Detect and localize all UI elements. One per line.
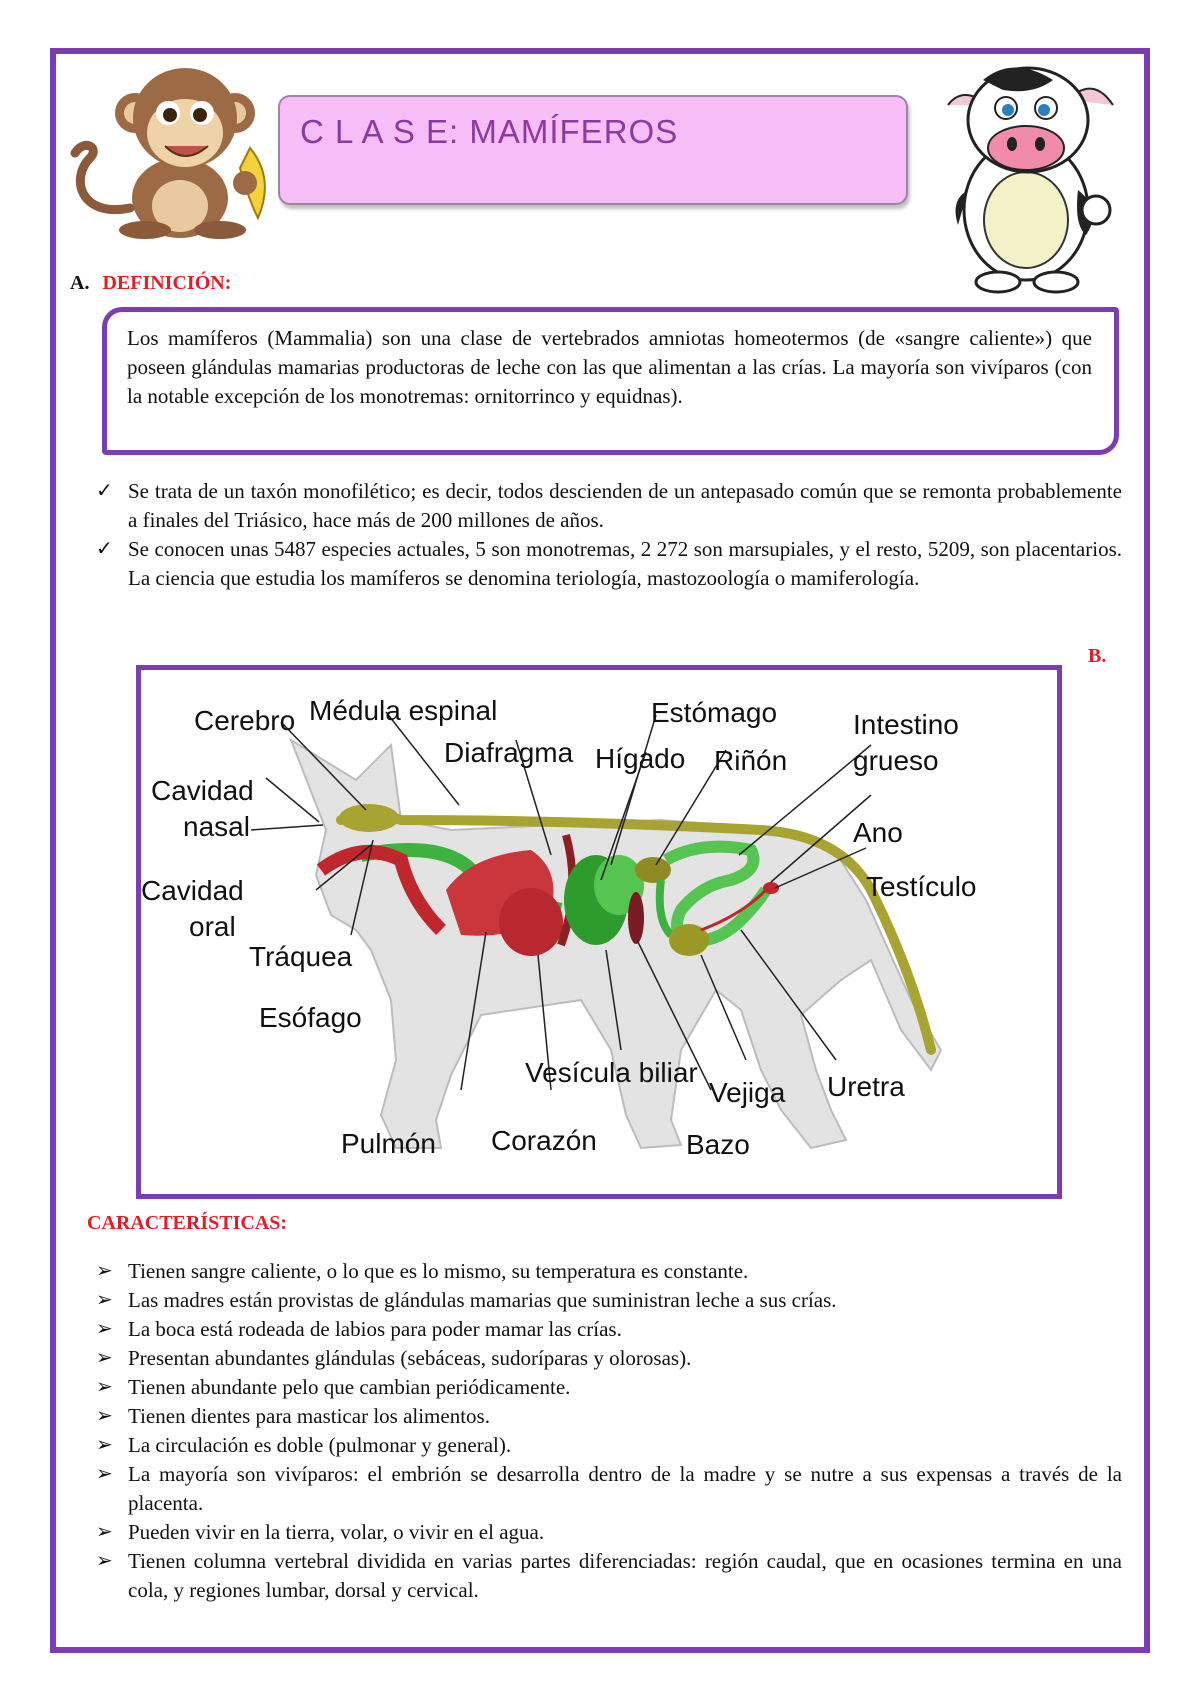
heart-organ — [499, 888, 563, 956]
cow-illustration — [928, 60, 1128, 300]
definition-box — [102, 307, 1119, 455]
arrowhead-bullet-icon: ➢ — [96, 1550, 113, 1572]
caracteristica-item — [96, 1431, 1122, 1460]
check-bullet-list — [96, 477, 1122, 593]
section-b-letter: B. — [1088, 645, 1107, 667]
label-vejiga: Vejiga — [709, 1077, 786, 1108]
monkey-illustration — [60, 58, 275, 243]
caracteristica-item — [96, 1344, 1122, 1373]
label-uretra: Uretra — [827, 1071, 905, 1102]
label-diafragma: Diafragma — [444, 737, 574, 768]
label-corazon: Corazón — [491, 1125, 597, 1156]
arrowhead-bullet-icon: ➢ — [96, 1318, 113, 1340]
caracteristica-item — [96, 1547, 1122, 1605]
label-bazo: Bazo — [686, 1129, 750, 1160]
caracteristica-text: Presentan abundantes glándulas (sebáceas, sudoríparas y olorosas). — [128, 1346, 692, 1370]
check-bullet-item — [96, 477, 1122, 535]
caracteristicas-heading: CARACTERÍSTICAS: — [87, 1212, 288, 1234]
section-a-letter: A. — [70, 272, 90, 294]
title-banner — [278, 95, 908, 205]
caracteristica-text: Tienen abundante pelo que cambian periódicamente. — [128, 1375, 571, 1399]
check-mark-icon: ✓ — [96, 538, 113, 560]
label-cavidad-oral-2: oral — [189, 911, 236, 942]
caracteristica-text: La circulación es doble (pulmonar y general). — [128, 1433, 512, 1457]
label-cavidad-nasal-2: nasal — [183, 811, 250, 842]
arrowhead-bullet-icon: ➢ — [96, 1347, 113, 1369]
label-higado: Hígado — [595, 743, 686, 774]
caracteristica-item — [96, 1518, 1122, 1547]
caracteristica-text: Tienen columna vertebral dividida en varias partes diferenciadas: región caudal, que en ocasiones termina en una cola, y regiones lumbar, dorsal y cervical. — [128, 1549, 1122, 1602]
label-rinon: Riñón — [714, 745, 788, 776]
check-bullet-item — [96, 535, 1122, 593]
spleen-organ — [628, 892, 644, 944]
label-testiculo: Testículo — [866, 871, 977, 902]
arrowhead-bullet-icon: ➢ — [96, 1434, 113, 1456]
caracteristica-item — [96, 1373, 1122, 1402]
check-bullet-text: Se conocen unas 5487 especies actuales, 5 son monotremas, 2 272 son marsupiales, y el resto, 5209, son placentarios. La ciencia que estudia los mamíferos se denomina teriología, mastozoología o mamiferología. — [128, 537, 1122, 590]
caracteristica-text: Tienen sangre caliente, o lo que es lo mismo, su temperatura es constante. — [128, 1259, 749, 1283]
label-traquea: Tráquea — [249, 941, 353, 972]
label-cerebro: Cerebro — [194, 705, 296, 736]
cat-anatomy-diagram — [136, 665, 1062, 1199]
arrowhead-bullet-icon: ➢ — [96, 1260, 113, 1282]
label-cavidad-oral-1: Cavidad — [141, 875, 244, 906]
caracteristica-text: Tienen dientes para masticar los alimentos. — [128, 1404, 490, 1428]
arrowhead-bullet-icon: ➢ — [96, 1289, 113, 1311]
label-estomago: Estómago — [651, 697, 778, 728]
check-mark-icon: ✓ — [96, 480, 113, 502]
arrowhead-bullet-icon: ➢ — [96, 1376, 113, 1398]
label-intestino-1: Intestino — [853, 709, 959, 740]
label-pulmon: Pulmón — [341, 1128, 436, 1159]
caracteristica-item — [96, 1460, 1122, 1518]
caracteristica-text: La mayoría son vivíparos: el embrión se desarrolla dentro de la madre y se nutre a sus expensas a través de la placenta. — [128, 1462, 1122, 1515]
caracteristica-item — [96, 1257, 1122, 1286]
caracteristica-item — [96, 1402, 1122, 1431]
caracteristica-item — [96, 1315, 1122, 1344]
arrowhead-bullet-icon: ➢ — [96, 1405, 113, 1427]
check-bullet-text: Se trata de un taxón monofilético; es decir, todos descienden de un antepasado común que se remonta probablemente a finales del Triásico, hace más de 200 millones de años. — [128, 479, 1122, 532]
arrowhead-bullet-icon: ➢ — [96, 1463, 113, 1485]
definition-text: Los mamíferos (Mammalia) son una clase de vertebrados amniotas homeotermos (de «sangre caliente») que poseen glándulas mamarias productoras de leche con las que alimentan a las crías. La mayoría son vivíparos (con la notable excepción de los monotremas: ornitorrinco y equidnas). — [127, 326, 1092, 408]
caracteristica-text: Las madres están provistas de glándulas mamarias que suministran leche a sus crías. — [128, 1288, 837, 1312]
section-a-heading — [70, 272, 231, 295]
caracteristica-text: La boca está rodeada de labios para poder mamar las crías. — [128, 1317, 622, 1341]
caracteristicas-list — [96, 1257, 1122, 1605]
label-intestino-2: grueso — [853, 745, 939, 776]
brain — [339, 804, 399, 832]
caracteristica-text: Pueden vivir en la tierra, volar, o vivir en el agua. — [128, 1520, 545, 1544]
label-vesicula-biliar: Vesícula biliar — [525, 1057, 698, 1088]
label-cavidad-nasal-1: Cavidad — [151, 775, 254, 806]
page-title: C L A S E: MAMÍFEROS — [300, 113, 679, 150]
arrowhead-bullet-icon: ➢ — [96, 1521, 113, 1543]
section-a-title: DEFINICIÓN: — [102, 272, 232, 294]
label-medula-espinal: Médula espinal — [309, 695, 498, 726]
caracteristica-item — [96, 1286, 1122, 1315]
label-esofago: Esófago — [259, 1002, 362, 1033]
kidney-organ — [635, 857, 671, 883]
label-ano: Ano — [853, 817, 903, 848]
